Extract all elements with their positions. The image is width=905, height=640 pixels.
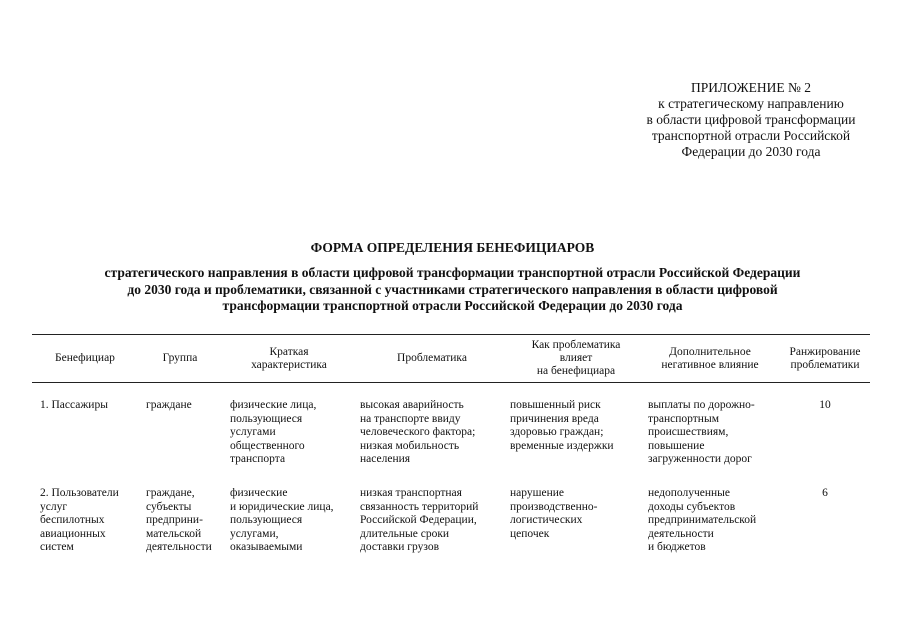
form-subtitle — [0, 265, 905, 315]
table-header — [32, 334, 870, 383]
subtitle-line: трансформации транспортной отрасли Российской Федерации до 2030 года — [222, 298, 683, 313]
cell-rank: 10 — [819, 399, 831, 411]
appendix-line: в области цифровой трансформации — [646, 112, 856, 127]
header-problem: Проблематика — [397, 352, 467, 364]
header-characteristic: Краткая характеристика — [251, 345, 327, 371]
appendix-line: транспортной отрасли Российской — [651, 128, 851, 143]
appendix-line: к стратегическому направлению — [658, 96, 844, 111]
cell-characteristic: физические и юридические лица, пользующиеся услугами, оказываемыми — [230, 487, 334, 553]
cell-negative: выплаты по дорожно- транспортным происшествиям, повышение загруженности дорог — [648, 399, 755, 465]
appendix-block — [606, 80, 896, 160]
header-group: Группа — [162, 352, 198, 364]
beneficiaries-table — [32, 334, 870, 567]
header-negative: Дополнительное негативное влияние — [661, 345, 759, 371]
cell-impact: повышенный риск причинения вреда здоровью граждан; временные издержки — [510, 399, 614, 452]
cell-beneficiary: 2. Пользователи услуг беспилотных авиационных систем — [40, 487, 119, 553]
subtitle-line: до 2030 года и проблематики, связанной с участниками стратегического направления в области цифровой — [127, 281, 778, 297]
subtitle-line: стратегического направления в области цифровой трансформации транспортной отрасли Российской Федерации — [104, 265, 801, 280]
cell-rank: 6 — [822, 487, 828, 499]
cell-problem: высокая аварийность на транспорте ввиду человеческого фактора; низкая мобильность населения — [360, 399, 476, 465]
table-row — [32, 487, 870, 567]
header-beneficiary: Бенефициар — [55, 352, 115, 364]
cell-group: граждане, субъекты предприни- мательской деятельности — [146, 487, 212, 553]
appendix-line: Федерации до 2030 года — [681, 144, 821, 159]
header-impact: Как проблематика влияет на бенефициара — [531, 339, 621, 377]
header-rank: Ранжирование проблематики — [789, 345, 861, 371]
form-title: ФОРМА ОПРЕДЕЛЕНИЯ БЕНЕФИЦИАРОВ — [310, 240, 595, 255]
cell-characteristic: физические лица, пользующиеся услугами общественного транспорта — [230, 399, 317, 465]
cell-impact: нарушение производственно- логистических цепочек — [510, 487, 598, 540]
cell-beneficiary: 1. Пассажиры — [40, 399, 108, 411]
cell-problem: низкая транспортная связанность территорий Российской Федерации, длительные сроки доставки грузов — [360, 487, 479, 553]
cell-group: граждане — [146, 399, 192, 411]
cell-negative: недополученные доходы субъектов предпринимательской деятельности и бюджетов — [648, 487, 757, 553]
appendix-line: ПРИЛОЖЕНИЕ № 2 — [690, 80, 812, 95]
table-row — [32, 399, 870, 479]
